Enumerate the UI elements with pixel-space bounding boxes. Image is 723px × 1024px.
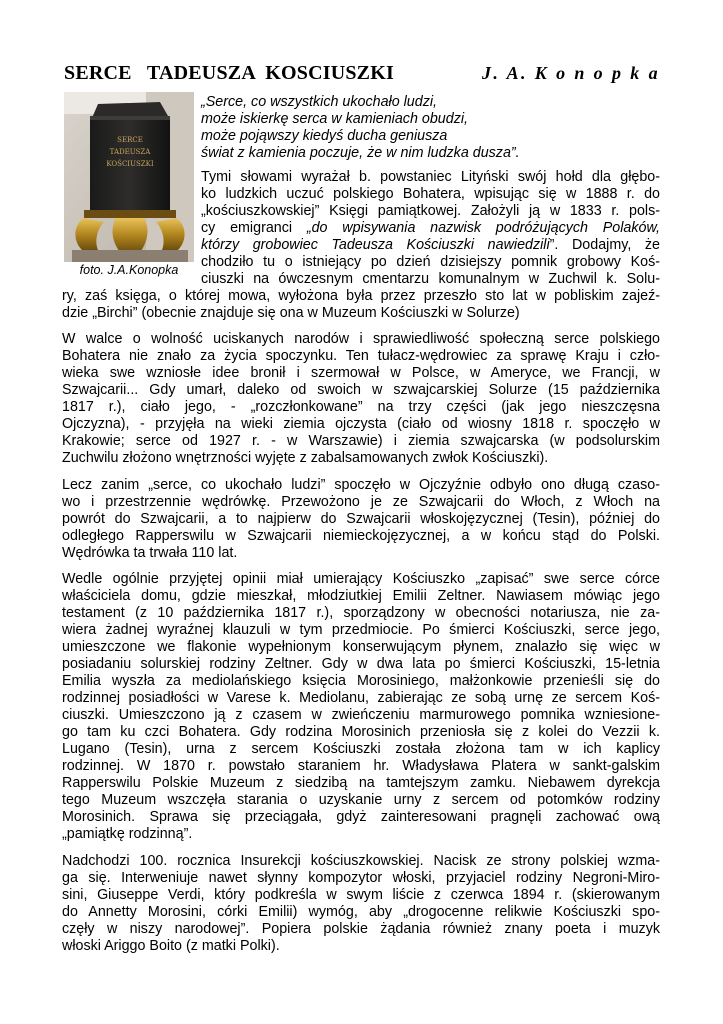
text-span: cy emigranci (201, 220, 293, 236)
paragraph-line: posiadaniu solurskiej rodziny Zeltner. Gdy w dwa lata po śmierci Kościuszki, 15-letnia (62, 656, 660, 672)
paragraph-line: chodziło tu o istniejący po dzień dzisiejszy pomnik grobowy Koś- (201, 254, 660, 270)
paragraph-line (201, 220, 660, 237)
paragraph-line: Zuchwilu złożono wnętrzności wyjęte z zabalsamowanych zwłok Kościuszki). (62, 450, 549, 466)
paragraph-line: powrót do Szwajcarii, a to najpierw do Szwajcarii włoskojęzycznej (Tesin), później do (62, 511, 660, 527)
poem-line: świat z kamienia poczuje, że w nim ludzka dusza”. (201, 145, 520, 161)
paragraph-line (201, 237, 660, 254)
paragraph-line: umieszczone we flakonie wypełnionym konserwującym płynem, znalazło się więc w (62, 639, 660, 655)
text-span: ”. Dodajmy, że (549, 237, 660, 253)
paragraph-line: tego Muzeum wszczęła starania o uzyskanie urny z sercem od potomków rodziny (62, 792, 660, 808)
plaque-line-2: TADEUSZA (109, 148, 151, 156)
quote-italic: którzy grobowiec Tadeusza Kościuszki nawiedzili (201, 237, 550, 253)
quote-italic: „do wpisywania nazwisk podróżujących Polaków, (306, 220, 660, 236)
paragraph-line: Wędrówka ta trwała 110 lat. (62, 545, 238, 561)
paragraph-line: ry, zaś księga, o której mowa, wyłożona była przez przeszło sto lat w pobliskim zajeź- (62, 288, 660, 304)
paragraph-line: Tymi słowami wyrażał b. powstaniec Lityński swój hołd dla głębo- (201, 169, 660, 185)
paragraph-line: „pamiątkę rodzinną”. (62, 826, 193, 842)
paragraph-line: Morosinich. Sprawa się przeciągała, gdyż zainteresowani pragnęli zachować ową (62, 809, 660, 825)
article-header (64, 62, 660, 92)
paragraph-line: dzie „Birchi” (obecnie znajduje się ona w Muzeum Kościuszki w Solurze) (62, 305, 520, 321)
paragraph-line: Wedle ogólnie przyjętej opinii miał umierający Kościuszko „zapisać” swe serce córce (62, 571, 660, 587)
plaque-line-3: KOŚCIUSZKI (106, 160, 154, 168)
paragraph-line: sini, Giuseppe Verdi, który podkreśla w swym liście z czerwca 1894 r. (skierowanym (62, 887, 660, 903)
paragraph-line: Szwajcarii... Gdy umarł, daleko od swoich w szwajcarskiej Solurze (15 października (62, 382, 660, 398)
paragraph-line: do Annetty Morosini, córki Emilii) wymóg, aby „drogocenne relikwie Kościuszki spo- (62, 904, 660, 920)
paragraph-line: wieka swe wzniosłe idee bronił i szermował w Polsce, w Ameryce, we Francji, w (62, 365, 660, 381)
paragraph-line: testament (z 10 października 1817 r.), sporządzony w obecności notariusza, nie za- (62, 605, 660, 621)
paragraph-line: ga się. Interweniuje nawet słynny kompozytor włoski, przyjaciel rodziny Negroni-Miro- (62, 870, 660, 886)
monument-photo-image (64, 92, 194, 262)
poem-line: może iskierkę serca w kamieniach obudzi, (201, 111, 468, 127)
paragraph-line: Emilia wyszła za mediolańskiego księcia Morosiniego, małżonkowie przenieśli się do (62, 673, 660, 689)
paragraph-line: rodzinnej posiadłości w Varese k. Mediolanu, zabierając ze sobą urnę ze sercem Koś- (62, 690, 660, 706)
paragraph-line: rodzinnej. W 1870 r. powstało staraniem hr. Władysława Platera w sankt-galskim (62, 758, 660, 774)
paragraph-line: wo i przestrzennie wędrówkę. Przewożono je ze Szwajcarii do Włoch, z Włoch na (62, 494, 660, 510)
paragraph-line: Nadchodzi 100. rocznica Insurekcji kościuszkowskiej. Nacisk ze strony polskiej wzma- (62, 853, 660, 869)
poem-line: „Serce, co wszystkich ukochało ludzi, (201, 94, 437, 110)
paragraph-line: odległego Rapperswilu w Szwajcarii niemieckojęzycznej, a w końcu stąd do Polski. (62, 528, 660, 544)
photo-kosciuszko-monument (64, 92, 194, 262)
photo-caption: foto. J.A.Konopka (79, 263, 179, 277)
paragraph-line: go tam ku czci Bohatera. Gdy rodzina Morosinich przeniosła się z kolei do Vezzii k. (62, 724, 660, 740)
paragraph-line: Lecz zanim „serce, co ukochało ludzi” spoczęło w Ojczyźnie odbyło ono długą czaso- (62, 477, 660, 493)
paragraph-line: ciuszki na ówczesnym cmentarzu komunalnym w Zuchwil k. Solu- (201, 271, 660, 287)
paragraph-line: Rapperswilu Polskie Muzeum z siedzibą na tamtejszym zamku. Niebawem dyrekcja (62, 775, 660, 791)
paragraph-line: „kościuszkowskiej” Księgi pamiątkowej. Założyli ją w 1833 r. pols- (201, 203, 660, 219)
article-title: SERCE TADEUSZA KOSCIUSZKI (64, 62, 394, 84)
poem-line: może pojąwszy kiedyś ducha geniusza (201, 128, 448, 144)
paragraph-line: włoski Ariggo Boito (z matki Polki). (62, 938, 280, 954)
paragraph-line: właściciela domu, gdzie mieszkał, młodziutkiej Emilii Zeltner. Nawiasem mówiąc jego (62, 588, 660, 604)
paragraph-line: Bohatera nie znało za życia spoczynku. Ten tułacz-wędrowiec za sprawę Kraju i czło- (62, 348, 660, 364)
paragraph-line: ciuszki. Umieszczono ją z czasem w zwieńczeniu marmurowego pomnika wzniesione- (62, 707, 660, 723)
paragraph-line: 1817 r.), ciało jego, - „rozczłonkowane” na trzy części (jak jego nieszczęsna (62, 399, 660, 415)
article-author: J. A. K o n o p k a (482, 63, 660, 83)
paragraph-line: częły w niszy narodowej”. Popiera polskie żądania również znany poeta i muzyk (62, 921, 660, 937)
paragraph-line: Lugano (Tesin), urna z sercem Kościuszki została złożona tam w ich kaplicy (62, 741, 660, 757)
paragraph-line: wiera żadnej wyraźnej klauzuli w tym przedmiocie. Po śmierci Kościuszki, serce jego, (62, 622, 660, 638)
paragraph-line: Krakowie; serce od 1927 r. - w Warszawie) i ziemia szwajcarska (w podsolurskim (62, 433, 660, 449)
plaque-line-1: SERCE (117, 136, 143, 144)
paragraph-line: W walce o wolność uciskanych narodów i sprawiedliwość społeczną serce polskiego (62, 331, 660, 347)
paragraph-line: Ojczyzna), - przyjęła na wieki ziemia ojczysta (ciało od wiosny 1818 r. spoczęło w (62, 416, 660, 432)
paragraph-line: ko ludzkich uczuć polskiego Bohatera, wpisując się w 1888 r. do (201, 186, 660, 202)
